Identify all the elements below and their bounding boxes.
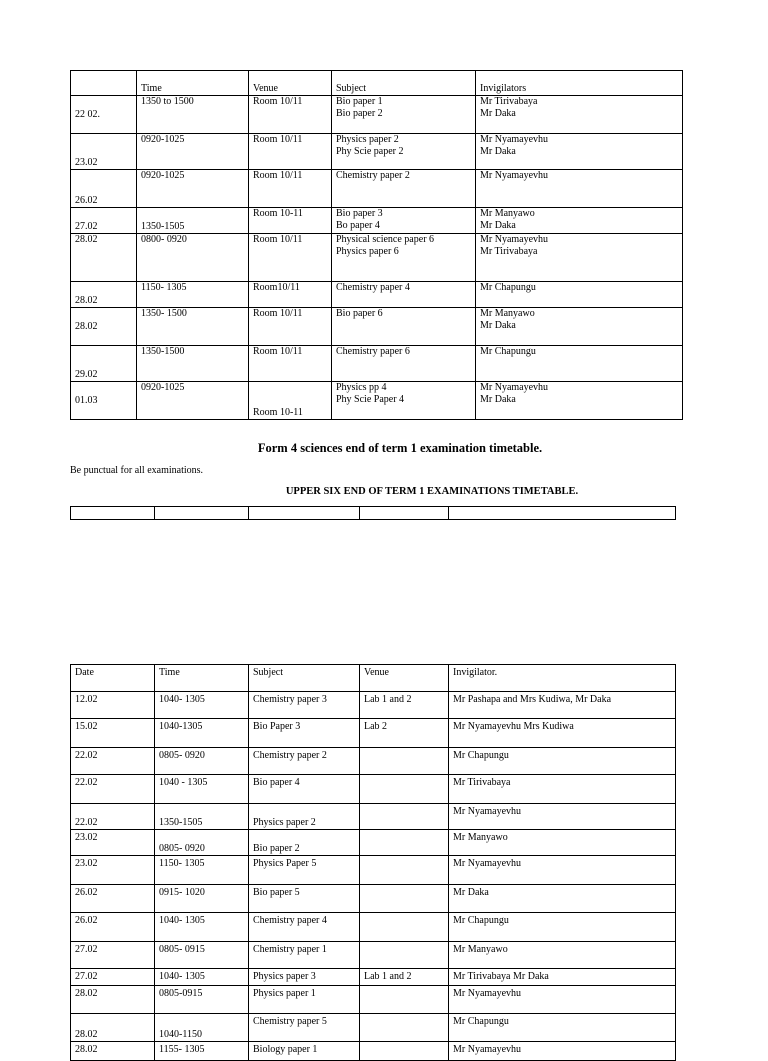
cell-lines <box>480 170 678 182</box>
header-cell: Time <box>137 71 249 96</box>
header-cell <box>71 71 137 96</box>
table-cell <box>360 856 449 885</box>
table-cell: Room 10/11 <box>249 234 332 282</box>
table-cell <box>476 134 683 170</box>
table-cell: 26.02 <box>71 885 155 913</box>
table-cell: 29.02 <box>71 346 137 382</box>
table-cell: 1350- 1500 <box>137 308 249 346</box>
table-cell <box>476 170 683 208</box>
cell-line: Physics paper 6 <box>336 246 399 257</box>
table-cell: 15.02 <box>71 719 155 748</box>
table-row <box>71 969 676 986</box>
cell-line: Mr Manyawo <box>480 308 535 319</box>
table-row <box>71 830 676 856</box>
form4-timetable <box>70 70 683 420</box>
cell-line: Physics pp 4 <box>336 382 387 393</box>
table-row <box>71 885 676 913</box>
table-row <box>71 346 683 382</box>
table-cell <box>360 942 449 969</box>
table-row <box>71 134 683 170</box>
table-cell <box>332 234 476 282</box>
table-cell: Chemistry paper 3 <box>249 692 360 719</box>
cell-lines <box>480 346 678 358</box>
table-cell: Mr Manyawo <box>449 830 676 856</box>
cell-line: Chemistry paper 2 <box>336 170 410 181</box>
cell-lines <box>336 382 471 406</box>
cell-line: Bio paper 3 <box>336 208 383 219</box>
cell-line: Phy Scie paper 2 <box>336 146 404 157</box>
cell-line: Mr Nyamayevhu <box>480 382 549 393</box>
cell-line: Mr Daka <box>480 146 516 157</box>
cell-line: Mr Nyamayevhu <box>480 134 549 145</box>
table-row <box>71 282 683 308</box>
table-cell <box>360 804 449 830</box>
header-cell: Subject <box>332 71 476 96</box>
table-row <box>71 382 683 420</box>
cell-line: Mr Nyamayevhu <box>480 170 549 181</box>
table-cell: Chemistry paper 1 <box>249 942 360 969</box>
cell-lines <box>336 134 471 158</box>
table-cell: 1040-1305 <box>155 719 249 748</box>
table-row <box>71 986 676 1014</box>
table-cell: 22 02. <box>71 96 137 134</box>
table-cell: 1350-1505 <box>155 804 249 830</box>
table-cell: Physics paper 3 <box>249 969 360 986</box>
table-cell: Physics paper 2 <box>249 804 360 830</box>
table-cell <box>332 282 476 308</box>
table-cell: 1350-1500 <box>137 346 249 382</box>
table-cell: Room 10-11 <box>249 382 332 420</box>
table-cell <box>360 775 449 804</box>
cell-lines <box>480 134 678 158</box>
table-row <box>71 804 676 830</box>
cell-line: Physical science paper 6 <box>336 234 435 245</box>
header-cell: Invigilator. <box>449 665 676 692</box>
table-row <box>71 208 683 234</box>
cell-line: Bio paper 6 <box>336 308 383 319</box>
table-row <box>71 234 683 282</box>
header-cell: Date <box>71 665 155 692</box>
table-cell: Room 10-11 <box>249 208 332 234</box>
table-cell: 0800- 0920 <box>137 234 249 282</box>
form4-timetable-title: Form 4 sciences end of term 1 examination timetable. <box>257 441 543 455</box>
table-row <box>71 748 676 775</box>
table-cell <box>332 382 476 420</box>
table-cell: 22.02 <box>71 804 155 830</box>
table-cell: Chemistry paper 5 <box>249 1014 360 1042</box>
cell-line: Mr Daka <box>480 320 516 331</box>
cell-lines <box>336 170 471 182</box>
table-row <box>71 1042 676 1061</box>
cell-line: Phy Scie Paper 4 <box>336 394 405 405</box>
cell-line: Mr Tirivabaya <box>480 246 538 257</box>
table-cell: 1040- 1305 <box>155 969 249 986</box>
table-row <box>71 913 676 942</box>
cell-lines <box>336 208 471 232</box>
table-cell: 0920-1025 <box>137 134 249 170</box>
table-cell: 12.02 <box>71 692 155 719</box>
table-cell: 1040-1150 <box>155 1014 249 1042</box>
cell-lines <box>480 208 678 232</box>
table-cell <box>476 346 683 382</box>
table-cell <box>360 1014 449 1042</box>
table-cell: 28.02 <box>71 308 137 346</box>
header-cell: Venue <box>249 71 332 96</box>
cell-line: Mr Manyawo <box>480 208 535 219</box>
table-cell: 0920-1025 <box>137 382 249 420</box>
table-cell: 0915- 1020 <box>155 885 249 913</box>
table-cell: Room 10/11 <box>249 346 332 382</box>
table-row <box>71 775 676 804</box>
cell-line: Bio paper 2 <box>336 108 383 119</box>
table-cell: Room 10/11 <box>249 308 332 346</box>
cell-lines <box>336 234 471 258</box>
cell-line: Bo paper 4 <box>336 220 380 231</box>
cell-line: Mr Chapungu <box>480 346 536 357</box>
punctual-note: Be punctual for all examinations. <box>70 465 204 476</box>
table-cell: Bio paper 4 <box>249 775 360 804</box>
table-cell <box>360 986 449 1014</box>
empty-cell <box>249 507 360 520</box>
table-cell: 28.02 <box>71 986 155 1014</box>
header-cell: Invigilators <box>476 71 683 96</box>
cell-line: Chemistry paper 4 <box>336 282 410 293</box>
table-cell <box>332 308 476 346</box>
cell-lines <box>336 282 471 294</box>
table-cell: Mr Daka <box>449 885 676 913</box>
table-cell: 1150- 1305 <box>137 282 249 308</box>
table-cell: Chemistry paper 2 <box>249 748 360 775</box>
table-cell: Chemistry paper 4 <box>249 913 360 942</box>
table-cell: Mr Nyamayevhu <box>449 856 676 885</box>
table-cell: Physics paper 1 <box>249 986 360 1014</box>
table-cell: 1350 to 1500 <box>137 96 249 134</box>
table-cell: 22.02 <box>71 775 155 804</box>
table-cell: 27.02 <box>71 969 155 986</box>
table-cell: 23.02 <box>71 856 155 885</box>
empty-cell <box>360 507 449 520</box>
table-cell <box>332 134 476 170</box>
table-cell: 1350-1505 <box>137 208 249 234</box>
table-cell: Room 10/11 <box>249 170 332 208</box>
table-cell: 28.02 <box>71 282 137 308</box>
table-cell: 0920-1025 <box>137 170 249 208</box>
table-header-row <box>71 71 683 96</box>
table-cell: Mr Pashapa and Mrs Kudiwa, Mr Daka <box>449 692 676 719</box>
table-cell: 0805- 0920 <box>155 748 249 775</box>
cell-lines <box>336 96 471 120</box>
cell-line: Mr Daka <box>480 220 516 231</box>
cell-line: Mr Nyamayevhu <box>480 234 549 245</box>
table-row <box>71 692 676 719</box>
table-cell: Room 10/11 <box>249 96 332 134</box>
cell-line: Mr Daka <box>480 108 516 119</box>
table-cell: 28.02 <box>71 234 137 282</box>
table-cell <box>476 208 683 234</box>
table-cell <box>476 382 683 420</box>
table-cell <box>332 170 476 208</box>
cell-lines <box>480 96 678 120</box>
cell-lines <box>336 346 471 358</box>
table-cell <box>476 282 683 308</box>
table-cell: Mr Nyamayevhu <box>449 1042 676 1061</box>
cell-lines <box>480 308 678 332</box>
table-cell: 1150- 1305 <box>155 856 249 885</box>
table-row <box>71 308 683 346</box>
table-cell: Bio Paper 3 <box>249 719 360 748</box>
cell-line: Mr Daka <box>480 394 516 405</box>
table-cell: 27.02 <box>71 208 137 234</box>
table-cell: Room 10/11 <box>249 134 332 170</box>
table-cell: Mr Chapungu <box>449 1014 676 1042</box>
empty-row <box>71 507 676 520</box>
header-cell: Time <box>155 665 249 692</box>
empty-cell <box>71 507 155 520</box>
table-cell <box>476 234 683 282</box>
form4-timetable-body <box>71 71 683 420</box>
table-row <box>71 856 676 885</box>
table-cell: Lab 2 <box>360 719 449 748</box>
upper-six-timetable-title: UPPER SIX END OF TERM 1 EXAMINATIONS TIMETABLE. <box>285 486 579 497</box>
table-cell: 23.02 <box>71 134 137 170</box>
table-cell: Lab 1 and 2 <box>360 692 449 719</box>
table-cell: 27.02 <box>71 942 155 969</box>
table-cell <box>360 1042 449 1061</box>
table-row <box>71 170 683 208</box>
upper-six-timetable <box>70 664 676 1061</box>
table-cell: Mr Chapungu <box>449 913 676 942</box>
table-cell: 28.02 <box>71 1042 155 1061</box>
table-cell <box>360 830 449 856</box>
table-cell: 0805-0915 <box>155 986 249 1014</box>
cell-line: Bio paper 1 <box>336 96 383 107</box>
table-cell: Bio paper 2 <box>249 830 360 856</box>
table-row <box>71 719 676 748</box>
table-cell: 1040- 1305 <box>155 692 249 719</box>
table-row <box>71 942 676 969</box>
cell-lines <box>480 234 678 258</box>
table-cell: 26.02 <box>71 913 155 942</box>
cell-lines <box>336 308 471 320</box>
table-cell <box>476 308 683 346</box>
table-cell: 0805- 0915 <box>155 942 249 969</box>
table-row <box>71 96 683 134</box>
table-cell: Mr Nyamayevhu Mrs Kudiwa <box>449 719 676 748</box>
table-cell: 0805- 0920 <box>155 830 249 856</box>
table-cell <box>332 208 476 234</box>
table-cell: Biology paper 1 <box>249 1042 360 1061</box>
table-cell <box>332 346 476 382</box>
table-cell: 26.02 <box>71 170 137 208</box>
table-cell: 1040 - 1305 <box>155 775 249 804</box>
table-cell: Mr Chapungu <box>449 748 676 775</box>
cell-line: Mr Tirivabaya <box>480 96 538 107</box>
cell-line: Physics paper 2 <box>336 134 399 145</box>
table-cell: 23.02 <box>71 830 155 856</box>
table-cell <box>476 96 683 134</box>
cell-lines <box>480 282 678 294</box>
table-cell: Mr Tirivabaya Mr Daka <box>449 969 676 986</box>
table-cell <box>360 885 449 913</box>
table-cell: Lab 1 and 2 <box>360 969 449 986</box>
table-header-row <box>71 665 676 692</box>
table-cell: Mr Nyamayevhu <box>449 804 676 830</box>
table-row <box>71 1014 676 1042</box>
table-cell: Room10/11 <box>249 282 332 308</box>
table-cell <box>360 913 449 942</box>
cell-line: Mr Chapungu <box>480 282 536 293</box>
header-cell: Venue <box>360 665 449 692</box>
table-cell: 1040- 1305 <box>155 913 249 942</box>
table-cell: Mr Nyamayevhu <box>449 986 676 1014</box>
table-cell: 28.02 <box>71 1014 155 1042</box>
table-cell: Physics Paper 5 <box>249 856 360 885</box>
table-cell: Bio paper 5 <box>249 885 360 913</box>
empty-cell <box>155 507 249 520</box>
table-cell: Mr Tirivabaya <box>449 775 676 804</box>
table-cell: 22.02 <box>71 748 155 775</box>
table-cell <box>360 748 449 775</box>
cell-lines <box>480 382 678 406</box>
table-cell: 1155- 1305 <box>155 1042 249 1061</box>
empty-cell <box>449 507 676 520</box>
cell-line: Chemistry paper 6 <box>336 346 410 357</box>
table-cell: Mr Manyawo <box>449 942 676 969</box>
upper-six-timetable-body <box>71 665 676 1061</box>
table-cell: 01.03 <box>71 382 137 420</box>
header-cell: Subject <box>249 665 360 692</box>
table-cell <box>332 96 476 134</box>
empty-table <box>70 506 676 520</box>
